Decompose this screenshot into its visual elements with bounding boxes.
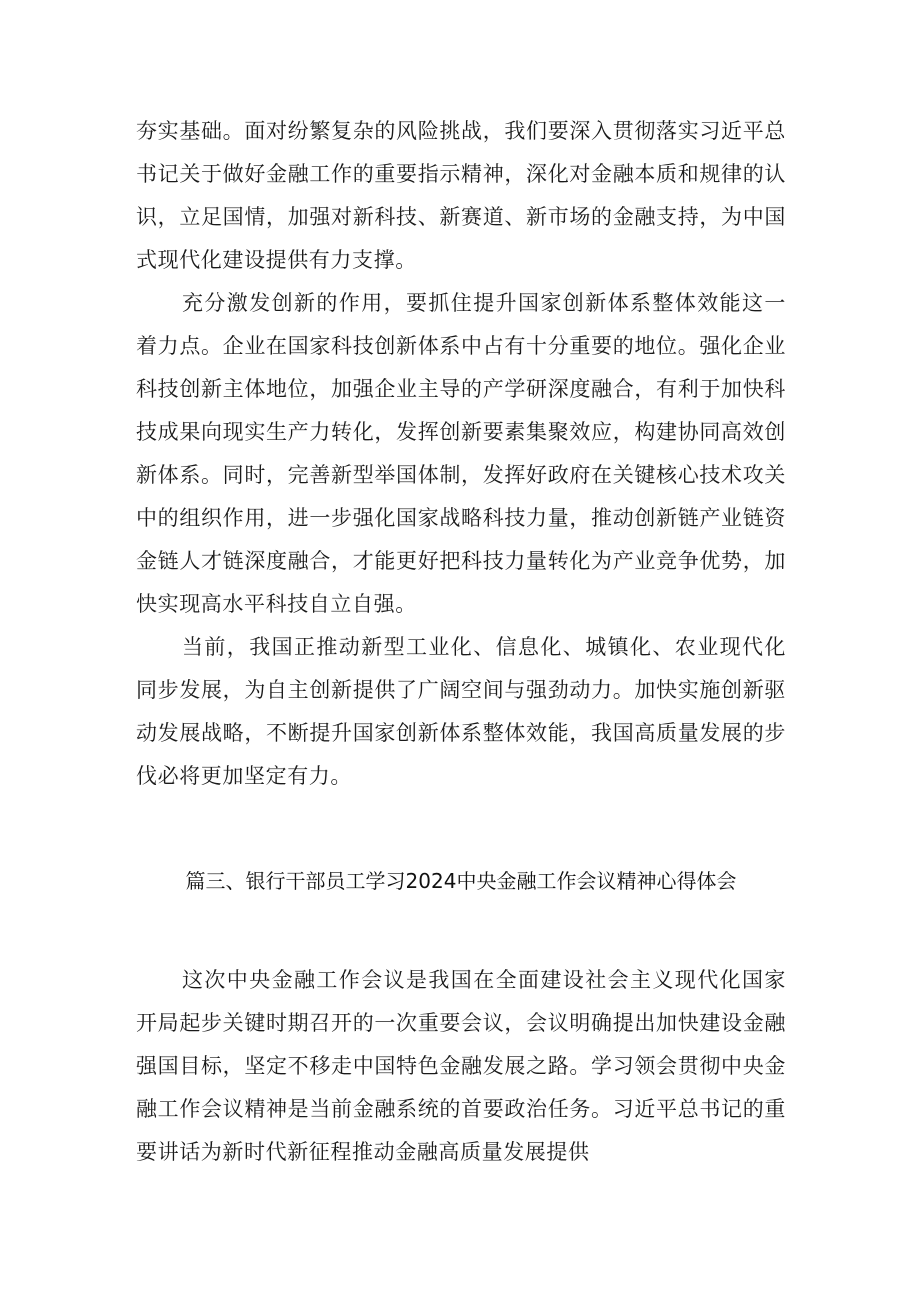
paragraph-continuation: 夯实基础。面对纷繁复杂的风险挑战，我们要深入贯彻落实习近平总书记关于做好金融工作的重要指示精神，深化对金融本质和规律的认识，立足国情，加强对新科技、新赛道、新市场的金融支持，为中国式现代化建设提供有力支撑。 [136, 119, 786, 272]
paragraph-current-development: 当前，我国正推动新型工业化、信息化、城镇化、农业现代化同步发展，为自主创新提供了广阔空间与强劲动力。加快实施创新驱动发展战略，不断提升国家创新体系整体效能，我国高质量发展的步伐必将更加坚定有力。 [136, 635, 786, 788]
section-heading: 篇三、银行干部员工学习2024中央金融工作会议精神心得体会 [185, 869, 737, 893]
paragraph-section-intro: 这次中央金融工作会议是我国在全面建设社会主义现代化国家开局起步关键时期召开的一次重要会议，会议明确提出加快建设金融强国目标，坚定不移走中国特色金融发展之路。学习领会贯彻中央金融工作会议精神是当前金融系统的首要政治任务。习近平总书记的重要讲话为新时代新征程推动金融高质量发展提供 [136, 968, 786, 1164]
paragraph-innovation: 充分激发创新的作用，要抓住提升国家创新体系整体效能这一着力点。企业在国家科技创新体系中占有十分重要的地位。强化企业科技创新主体地位，加强企业主导的产学研深度融合，有利于加快科技成果向现实生产力转化，发挥创新要素集聚效应，构建协同高效创新体系。同时，完善新型举国体制，发挥好政府在关键核心技术攻关中的组织作用，进一步强化国家战略科技力量，推动创新链产业链资金链人才链深度融合，才能更好把科技力量转化为产业竞争优势，加快实现高水平科技自立自强。 [136, 291, 786, 616]
